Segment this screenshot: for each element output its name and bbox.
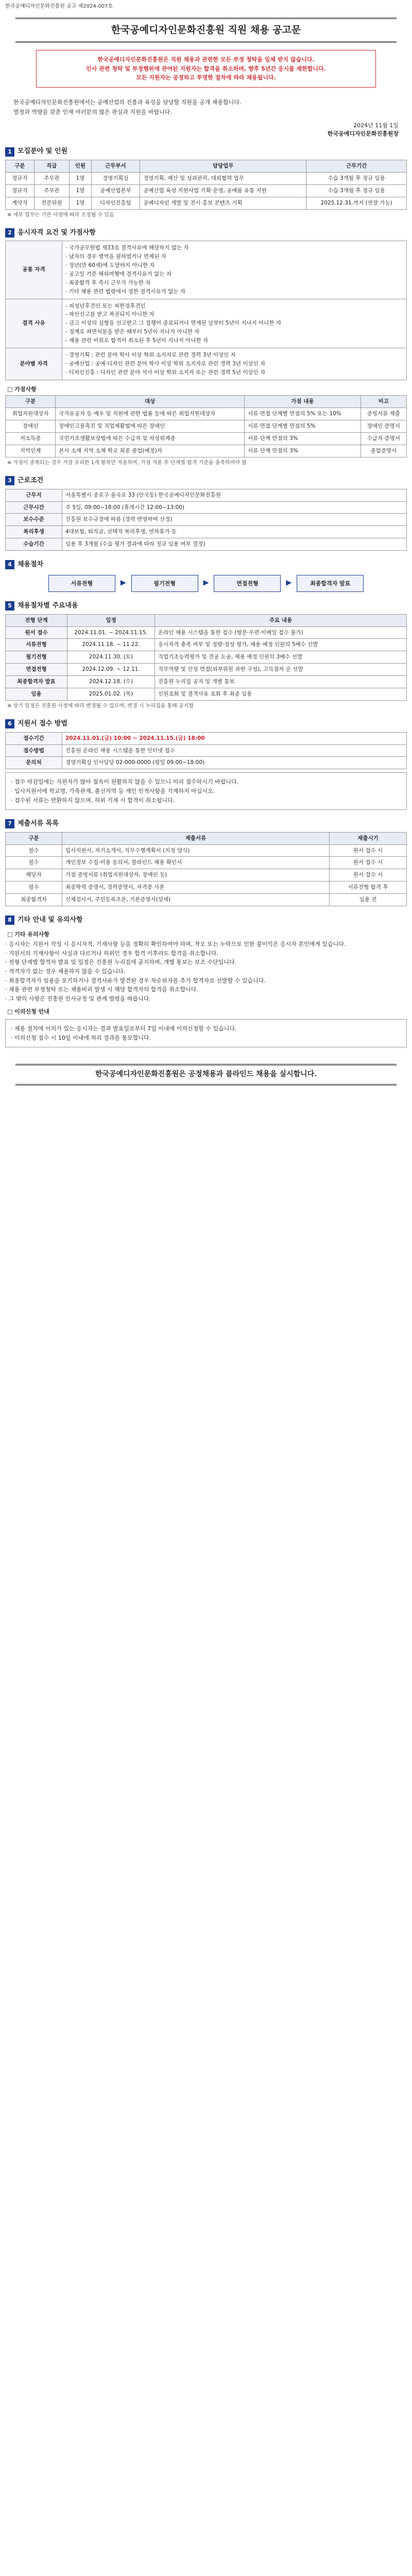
row-label: 수습기간	[6, 538, 62, 551]
cell: 정규직	[6, 172, 35, 184]
section-title: 채용절차별 주요내용	[18, 602, 78, 610]
section-work	[5, 476, 407, 485]
list-item: · 최종합격 후 즉시 근무가 가능한 자	[65, 279, 403, 287]
cell: 2024.12.09. ~ 12.11.	[67, 664, 155, 676]
arrow-right-icon: ▶	[120, 579, 126, 587]
row-label: 면접전형	[6, 664, 67, 676]
cell: 주 5일, 09:00~18:00 (휴게시간 12:00~13:00)	[62, 501, 407, 514]
table-row	[6, 408, 407, 420]
list-item: - 징계로 파면처분을 받은 때부터 5년이 지나지 아니한 자	[65, 328, 403, 336]
cell: 서울특별시 종로구 율곡로 33 (안국동) 한국공예디자인문화진흥원	[62, 489, 407, 501]
cell: 진흥원 온라인 채용 시스템을 통한 인터넷 접수	[62, 744, 407, 757]
cell: 경영기획실 인사담당 02-000-0000 (평일 09:00~18:00)	[62, 757, 407, 769]
notice-line: 인사 관련 청탁 및 부정행위에 관여된 지원자는 합격을 취소하며, 향후 5년간 응시를 제한합니다.	[86, 65, 326, 72]
section-number: 1	[5, 147, 14, 157]
cell: 최종합격자	[6, 894, 62, 906]
cell: 2024.11.30. (토)	[67, 651, 155, 664]
table-row	[6, 639, 407, 651]
table-row	[6, 857, 407, 869]
cell: 계약직	[6, 197, 35, 209]
row-label: 보수수준	[6, 514, 62, 526]
cell: 응시자격 충족 여부 및 정량·정성 평가, 채용 예정 인원의 5배수 선발	[155, 639, 407, 651]
cell: 장애인고용촉진 및 직업재활법에 따른 장애인	[56, 420, 245, 433]
cell: 임용 후 3개월 (수습 평가 결과에 따라 정규 임용 여부 결정)	[62, 538, 407, 551]
table-row	[6, 299, 407, 348]
table-row	[6, 688, 407, 701]
section-recruit	[5, 147, 407, 156]
row-label: 복리후생	[6, 526, 62, 538]
list-item: - 금고 이상의 실형을 선고받고 그 집행이 종료되거나 면제된 날부터 5년이 지나지 아니한 자	[65, 319, 403, 327]
col-header: 근무부서	[91, 160, 140, 172]
row-label: 공통 자격	[6, 241, 62, 299]
table-row	[6, 676, 407, 688]
list-item: · 채용 관련 부정청탁 또는 채용비리 발생 시 해당 합격자의 합격을 취소합니다.	[5, 986, 407, 994]
cell: 저소득층	[6, 433, 56, 445]
col-header: 근무기간	[306, 160, 407, 172]
row-label: 필기전형	[6, 651, 67, 664]
notice-line: 한국공예디자인문화진흥원은 직원 채용과 관련한 모든 부정 청탁을 일체 받지 않습니다.	[97, 56, 315, 63]
table-row	[6, 420, 407, 433]
cell: 2025.12.31.까지 (연장 가능)	[306, 197, 407, 209]
list-item: · 남자의 경우 병역을 필하였거나 면제된 자	[65, 253, 403, 261]
table-row	[6, 514, 407, 526]
table-row	[6, 489, 407, 501]
cell: 직무역량 및 인성 면접(외부위원 과반 구성), 고득점자 순 선발	[155, 664, 407, 676]
list-item: · 지원서의 기재사항이 사실과 다르거나 허위인 경우 합격 이후라도 합격을 취소합니다.	[5, 950, 407, 958]
cell: 서류·면접 단계별 만점의 5% 또는 10%	[245, 408, 360, 420]
section-title: 응시자격 요건 및 가점사항	[18, 228, 96, 236]
list-item: · 전형 단계별 합격자 발표 및 일정은 진흥원 누리집에 공지하며, 개별 통보는 보조 수단입니다.	[5, 958, 407, 967]
cell: 장애인 증명서	[360, 420, 406, 433]
list-item: · 기타 채용 관련 법령에서 정한 결격사유가 없는 자	[65, 288, 403, 296]
cell: 전문위원	[34, 197, 70, 209]
cell: 정규직	[6, 184, 35, 197]
cell: 수습 3개월 후 정규 임용	[306, 184, 407, 197]
cell	[62, 241, 407, 299]
cell: 취업지원대상자	[6, 408, 56, 420]
table-row	[6, 732, 407, 744]
section-flow	[5, 560, 407, 569]
list-item: - 채용 관련 비위로 합격이 취소된 후 5년이 지나지 아니한 자	[65, 337, 403, 345]
col-header: 주요 내용	[155, 614, 407, 626]
work-table	[5, 489, 407, 551]
section-number: 5	[5, 601, 14, 611]
list-item: · 경영기획 : 관련 분야 학사 이상 학위 소지자로 관련 경력 3년 이상인 자	[65, 351, 403, 359]
section-title: 기타 안내 및 유의사항	[18, 916, 83, 924]
section-etc	[5, 916, 407, 925]
cell: 원서 접수 시	[330, 844, 407, 857]
cell: 졸업증명서	[360, 445, 406, 457]
list-item: · 정년(만 60세)에 도달하지 아니한 자	[65, 262, 403, 269]
col-header: 비고	[360, 396, 406, 408]
section-title: 제출서류 목록	[18, 820, 59, 828]
table-row	[6, 894, 407, 906]
doc-number: 한국공예디자인문화진흥원 공고 제2024-007호	[5, 4, 113, 9]
col-header: 전형 단계	[6, 614, 67, 626]
cell: 개인정보 수집·이용 동의서, 블라인드 채용 확인서	[62, 857, 330, 869]
table-row	[6, 882, 407, 894]
section-title: 근로조건	[18, 477, 44, 485]
cell: 1명	[70, 184, 92, 197]
cell: 장애인	[6, 420, 56, 433]
table-row	[6, 626, 407, 639]
col-header: 대상	[56, 396, 245, 408]
table-row	[6, 744, 407, 757]
cell: 필수	[6, 882, 62, 894]
docs-table	[5, 832, 407, 906]
flow-step: 최종합격자 발표	[297, 575, 364, 592]
cell: 해당자	[6, 869, 62, 882]
announce-date: 2024년 11월 1일	[353, 122, 399, 129]
apply-notes	[5, 772, 407, 810]
col-header: 담당업무	[140, 160, 306, 172]
flow-step: 서류전형	[48, 575, 115, 592]
col-header: 제출시기	[330, 832, 407, 844]
cell: 최종학력 증명서, 경력증명서, 자격증 사본	[62, 882, 330, 894]
list-item: - 파산선고를 받고 복권되지 아니한 자	[65, 311, 403, 318]
table-row	[6, 538, 407, 551]
cell: 공예산업본부	[91, 184, 140, 197]
list-item: · 응시자는 지원서 작성 시 응시자격, 기재사항 등을 정확히 확인하여야 하며, 착오 또는 누락으로 인한 불이익은 응시자 본인에게 있습니다.	[5, 940, 407, 948]
col-header: 가점 내용	[245, 396, 360, 408]
cell: 수급자 증명서	[360, 433, 406, 445]
cell: 신원조회 및 결격사유 조회 후 최종 임용	[155, 688, 407, 701]
cell: 국민기초생활보장법에 따른 수급자 및 차상위계층	[56, 433, 245, 445]
cell: 공예디자인 개발 및 전시·홍보 콘텐츠 기획	[140, 197, 306, 209]
cell: 서류·면접 단계별 만점의 5%	[245, 420, 360, 433]
process-flow	[5, 575, 407, 592]
row-label: 원서 접수	[6, 626, 67, 639]
list-item: · 접수 마감일에는 지원자가 많아 접속이 원활하지 않을 수 있으니 미리 접수하시기 바랍니다.	[11, 778, 401, 786]
section-number: 6	[5, 719, 14, 728]
cell: 서류 단계 만점의 3%	[245, 433, 360, 445]
list-item: · 그 밖의 사항은 진흥원 인사규정 및 관계 법령을 따릅니다.	[5, 995, 407, 1003]
section-steps	[5, 601, 407, 611]
cell: 증빙서류 제출	[360, 408, 406, 420]
section-title: 모집분야 및 인원	[18, 147, 67, 156]
table-row	[6, 757, 407, 769]
cell: 4대보험, 퇴직금, 선택적 복리후생, 연차휴가 등	[62, 526, 407, 538]
col-header: 구분	[6, 832, 62, 844]
section-number: 7	[5, 819, 14, 828]
table-row	[6, 433, 407, 445]
integrity-notice	[36, 50, 376, 88]
bonus-note: ※ 가점이 중복되는 경우 가장 유리한 1개 항목만 적용하며, 가점 적용 후 단계별 합격 기준을 충족하여야 함	[7, 460, 247, 466]
page-title: 한국공예디자인문화진흥원 직원 채용 공고문	[15, 18, 397, 43]
table-row	[6, 844, 407, 857]
cell: 본사 소재 지역 소재 학교 최종 졸업(예정)자	[56, 445, 245, 457]
row-label: 서류전형	[6, 639, 67, 651]
table-row	[6, 664, 407, 676]
section-number: 3	[5, 476, 14, 485]
cell: 2024.11.18. ~ 11.22.	[67, 639, 155, 651]
section-docs	[5, 819, 407, 828]
cell: 필수	[6, 857, 62, 869]
cell	[62, 348, 407, 380]
col-header: 구분	[6, 396, 56, 408]
cell: 진흥원 보수규정에 따름 (경력 반영하여 산정)	[62, 514, 407, 526]
appeal-box	[5, 1019, 407, 1047]
row-label: 임용	[6, 688, 67, 701]
cell: 필수	[6, 844, 62, 857]
col-header: 구분	[6, 160, 35, 172]
org-name: 한국공예디자인문화진흥원장	[327, 130, 399, 137]
intro	[5, 96, 407, 118]
list-item: · 이의신청 접수 시 10일 이내에 처리 결과를 통보합니다.	[11, 1034, 401, 1042]
cell: 디자인진흥팀	[91, 197, 140, 209]
list-item: · 채용 절차에 이의가 있는 응시자는 결과 발표일로부터 7일 이내에 이의신청할 수 있습니다.	[11, 1025, 401, 1033]
cell: 임용 전	[330, 894, 407, 906]
row-label: 접수방법	[6, 744, 62, 757]
cell: 국가유공자 등 예우 및 지원에 관한 법률 등에 따른 취업지원대상자	[56, 408, 245, 420]
intro-line: 한국공예디자인문화진흥원에서는 공예산업의 진흥과 육성을 담당할 직원을 공개 채용합니다.	[13, 98, 242, 106]
list-item: · 최종합격자가 임용을 포기하거나 결격사유가 발견된 경우 차순위자를 추가 합격자로 선발할 수 있습니다.	[5, 977, 407, 985]
row-label: 최종합격자 발표	[6, 676, 67, 688]
cell: 신체검사서, 주민등록초본, 기본증명서(상세)	[62, 894, 330, 906]
table-row	[6, 197, 407, 209]
apply-table	[5, 732, 407, 770]
table-row	[6, 526, 407, 538]
cell: 온라인 채용 시스템을 통한 접수 (방문·우편·이메일 접수 불가)	[155, 626, 407, 639]
cell: 원서 접수 시	[330, 857, 407, 869]
col-header: 인원	[70, 160, 92, 172]
cell: 주무관	[34, 172, 70, 184]
list-item: · 적격자가 없는 경우 채용하지 않을 수 있습니다.	[5, 968, 407, 976]
cell: 2024.12.18. (수)	[67, 676, 155, 688]
cell: 주무관	[34, 184, 70, 197]
cell: 1명	[70, 197, 92, 209]
row-label: 근무지	[6, 489, 62, 501]
row-label: 분야별 자격	[6, 348, 62, 380]
list-item: · 입사지원서에 학교명, 가족관계, 출신지역 등 개인 인적사항을 기재하지 마십시오.	[11, 787, 401, 795]
section-apply	[5, 719, 407, 728]
qualification-table	[5, 241, 407, 380]
etc-subtitle: □ 기타 유의사항	[7, 930, 407, 939]
cell: 직업기초능력평가 및 전공 논술, 채용 예정 인원의 3배수 선발	[155, 651, 407, 664]
section-number: 2	[5, 228, 14, 238]
recruit-note: ※ 세부 업무는 기관 사정에 따라 조정될 수 있음	[7, 212, 114, 218]
table-row	[6, 869, 407, 882]
closing-line: 한국공예디자인문화진흥원은 공정채용과 블라인드 채용을 실시합니다.	[15, 1064, 397, 1086]
cell: 가점 증빙서류 (취업지원대상자, 장애인 등)	[62, 869, 330, 882]
section-number: 8	[5, 916, 14, 925]
table-row	[6, 184, 407, 197]
row-label: 결격 사유	[6, 299, 62, 348]
cell: 원서 접수 시	[330, 869, 407, 882]
list-item: · 접수된 서류는 반환하지 않으며, 허위 기재 시 합격이 취소됩니다.	[11, 796, 401, 805]
cell: 진흥원 누리집 공지 및 개별 통보	[155, 676, 407, 688]
table-row	[6, 348, 407, 380]
bonus-table	[5, 395, 407, 457]
cell: 2025.01.02. (목)	[67, 688, 155, 701]
cell: 서류 단계 만점의 3%	[245, 445, 360, 457]
cell: 1명	[70, 172, 92, 184]
arrow-right-icon: ▶	[203, 579, 209, 587]
notice-line: 모든 지원자는 공정하고 투명한 절차에 따라 채용됩니다.	[136, 74, 276, 81]
row-label: 접수기간	[6, 732, 62, 744]
steps-table	[5, 614, 407, 701]
table-row	[6, 445, 407, 457]
bonus-title: □ 가점사항	[7, 385, 407, 394]
section-qualification	[5, 228, 407, 238]
cell: 2024.11.01.(금) 10:00 ~ 2024.11.15.(금) 18:00	[62, 732, 407, 744]
list-item: · 국가공무원법 제33조 결격사유에 해당하지 않는 자	[65, 244, 403, 252]
col-header: 제출서류	[62, 832, 330, 844]
list-item: - 피성년후견인 또는 피한정후견인	[65, 302, 403, 310]
section-title: 지원서 접수 방법	[18, 720, 67, 728]
flow-step: 면접전형	[214, 575, 281, 592]
list-item: · 공예산업 : 공예·디자인 관련 분야 학사 이상 학위 소지자로 관련 경력 3년 이상인 자	[65, 360, 403, 368]
steps-note: ※ 상기 일정은 진흥원 사정에 따라 변경될 수 있으며, 변경 시 누리집을 통해 공지함	[7, 703, 194, 709]
list-item: · 디자인진흥 : 디자인 관련 분야 석사 이상 학위 소지자 또는 관련 경력 5년 이상인 자	[65, 369, 403, 377]
section-number: 4	[5, 560, 14, 569]
table-row	[6, 651, 407, 664]
appeal-subtitle: □ 이의신청 안내	[7, 1008, 407, 1016]
etc-list	[5, 940, 407, 1003]
cell: 2024.11.01. ~ 2024.11.15.	[67, 626, 155, 639]
intro-line: 열정과 역량을 갖춘 인재 여러분의 많은 관심과 지원을 바랍니다.	[13, 108, 172, 115]
col-header: 일정	[67, 614, 155, 626]
cell: 경영기획실	[91, 172, 140, 184]
table-row	[6, 241, 407, 299]
cell: 입사지원서, 자기소개서, 직무수행계획서 (지정 양식)	[62, 844, 330, 857]
flow-step: 필기전형	[131, 575, 198, 592]
cell: 서류전형 합격 후	[330, 882, 407, 894]
row-label: 근무시간	[6, 501, 62, 514]
arrow-right-icon: ▶	[286, 579, 292, 587]
recruit-table	[5, 160, 407, 210]
cell	[62, 299, 407, 348]
col-header: 직급	[34, 160, 70, 172]
section-title: 채용절차	[18, 561, 44, 569]
cell: 경영기획, 예산 및 성과관리, 대외협력 업무	[140, 172, 306, 184]
cell: 공예산업 육성 지원사업 기획·운영, 공예품 유통 지원	[140, 184, 306, 197]
cell: 수습 3개월 후 정규 임용	[306, 172, 407, 184]
table-row	[6, 172, 407, 184]
table-row	[6, 501, 407, 514]
row-label: 문의처	[6, 757, 62, 769]
list-item: · 공고일 기준 해외여행에 결격사유가 없는 자	[65, 270, 403, 278]
cell: 지역인재	[6, 445, 56, 457]
